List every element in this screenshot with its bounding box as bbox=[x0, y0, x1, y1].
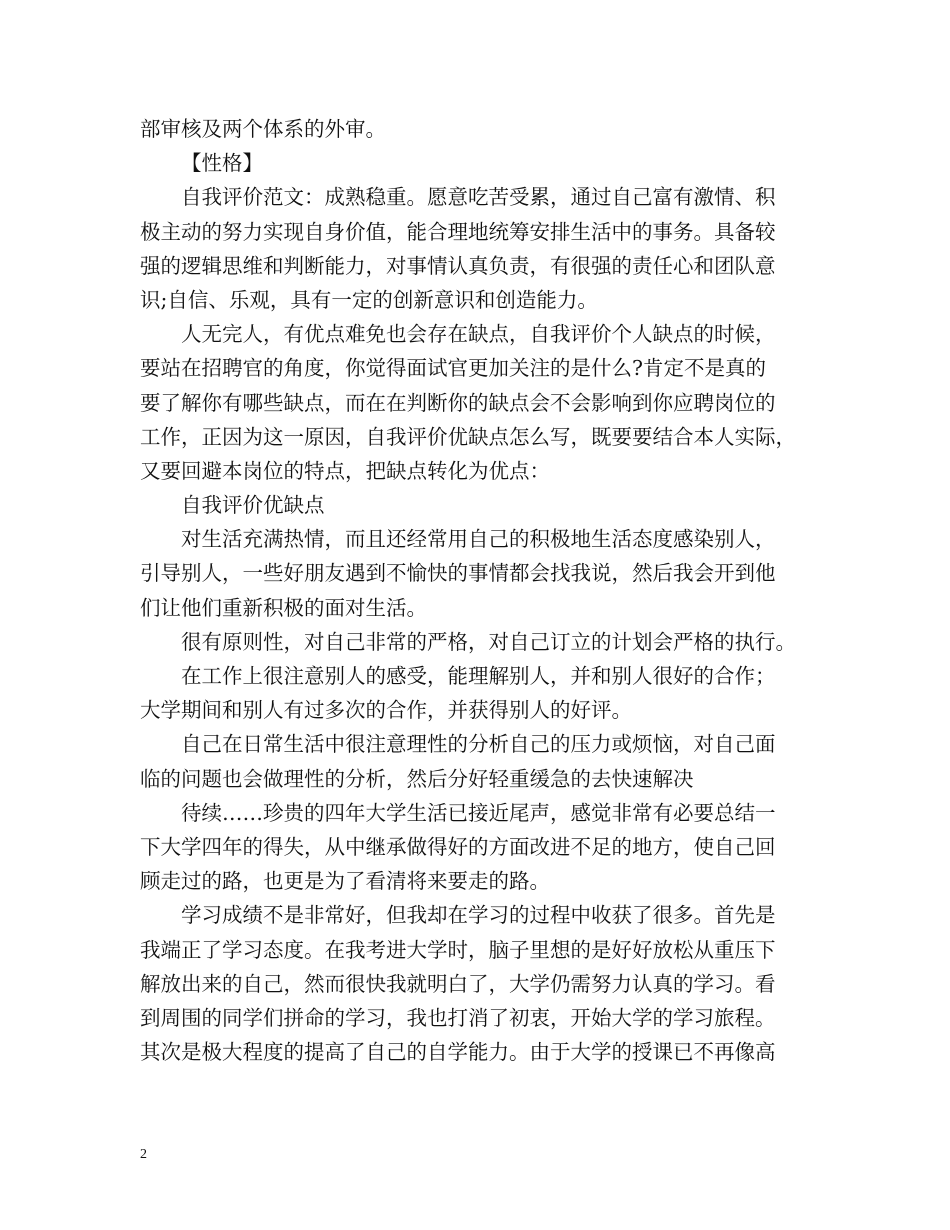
text-line: 强的逻辑思维和判断能力，对事情认真负责，有很强的责任心和团队意 bbox=[140, 253, 776, 278]
text-line: 到周围的同学们拼命的学习，我也打消了初衷，开始大学的学习旅程。 bbox=[140, 1005, 776, 1030]
text-line: 要了解你有哪些缺点，而在在判断你的缺点会不会影响到你应聘岗位的 bbox=[140, 390, 776, 415]
text-line: 解放出来的自己，然而很快我就明白了，大学仍需努力认真的学习。看 bbox=[140, 971, 776, 996]
text-line: 们让他们重新积极的面对生活。 bbox=[140, 595, 427, 620]
text-line: 识;自信、乐观，具有一定的创新意识和创造能力。 bbox=[140, 287, 598, 312]
text-line: 要站在招聘官的角度，你觉得面试官更加关注的是什么?肯定不是真的 bbox=[140, 356, 766, 381]
text-line: 人无完人，有优点难免也会存在缺点，自我评价个人缺点的时候， bbox=[181, 322, 776, 347]
text-line: 顾走过的路，也更是为了看清将来要走的路。 bbox=[140, 869, 550, 894]
page-number: 2 bbox=[140, 1147, 147, 1162]
text-line: 极主动的努力实现自身价值，能合理地统筹安排生活中的事务。具备较 bbox=[140, 219, 776, 244]
text-line: 又要回避本岗位的特点，把缺点转化为优点： bbox=[140, 458, 550, 483]
text-line: 引导别人，一些好朋友遇到不愉快的事情都会找我说，然后我会开到他 bbox=[140, 561, 776, 586]
document-body bbox=[140, 112, 820, 1069]
text-line: 【性格】 bbox=[181, 151, 263, 176]
text-line: 下大学四年的得失，从中继承做得好的方面改进不足的地方，使自己回 bbox=[140, 834, 776, 859]
text-line: 自我评价优缺点 bbox=[181, 493, 325, 518]
text-line: 待续……珍贵的四年大学生活已接近尾声，感觉非常有必要总结一 bbox=[181, 800, 776, 825]
text-line: 自己在日常生活中很注意理性的分析自己的压力或烦恼，对自己面 bbox=[181, 732, 776, 757]
text-line: 对生活充满热情，而且还经常用自己的积极地生活态度感染别人， bbox=[181, 527, 776, 552]
text-line: 在工作上很注意别人的感受，能理解别人，并和别人很好的合作； bbox=[181, 664, 776, 688]
text-line: 部审核及两个体系的外审。 bbox=[140, 117, 386, 141]
text-line: 很有原则性，对自己非常的严格，对自己订立的计划会严格的执行。 bbox=[181, 629, 796, 654]
text-line: 大学期间和别人有过多次的合作，并获得别人的好评。 bbox=[140, 698, 632, 723]
text-line: 学习成绩不是非常好，但我却在学习的过程中收获了很多。首先是 bbox=[181, 903, 776, 928]
text-line: 我端正了学习态度。在我考进大学时，脑子里想的是好好放松从重压下 bbox=[140, 937, 776, 962]
text-line: 自我评价范文：成熟稳重。愿意吃苦受累，通过自己富有激情、积 bbox=[181, 185, 776, 210]
text-line: 临的问题也会做理性的分析，然后分好轻重缓急的去快速解决 bbox=[140, 766, 694, 791]
text-line: 其次是极大程度的提高了自己的自学能力。由于大学的授课已不再像高 bbox=[140, 1040, 776, 1065]
text-line: 工作，正因为这一原因，自我评价优缺点怎么写，既要要结合本人实际， bbox=[140, 424, 796, 449]
